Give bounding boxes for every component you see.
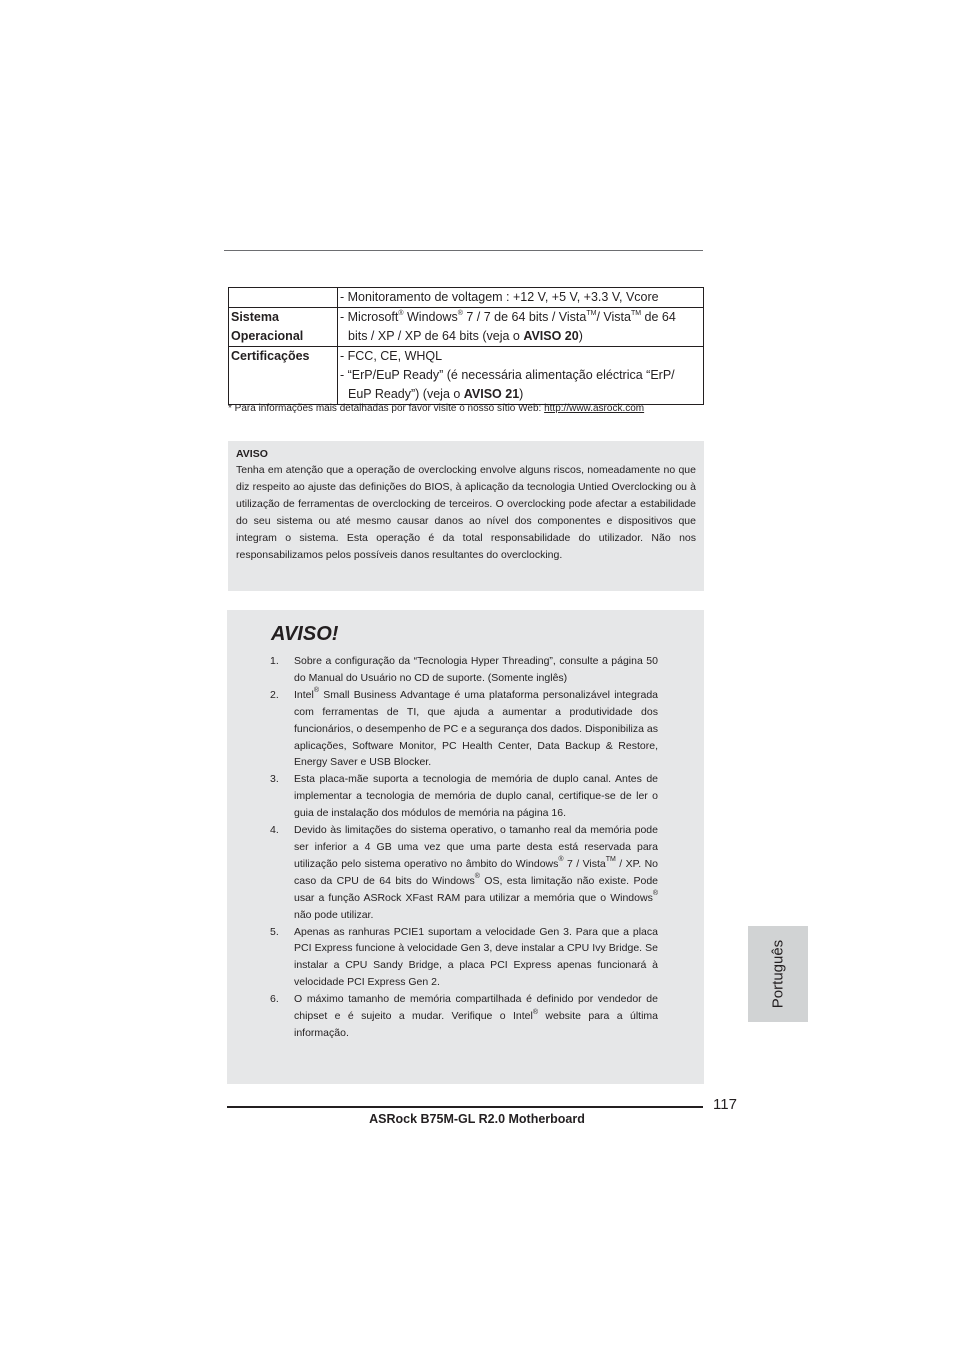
registered-mark: ® [532,1008,539,1016]
page-number: 117 [713,1096,737,1113]
item-number: 6. [270,993,279,1006]
notes-list [270,653,658,1042]
spec-line: - “ErP/EuP Ready” (é necessária alimentação eléctrica “ErP/ [340,368,675,382]
item-text: Small Business Advantage é uma plataforma personalizável integrada com ferramentas de TI, que ajuda a aumentar a produtividade dos funcionários, o desempenho de PC e a segurança dos dados. Disponibiliza as aplicações, Software Monitor, PC Health Center, Data Backup & Restore, Energy Saver e USB Blocker. [294,688,658,769]
text: EuP Ready”) (veja o [348,387,464,401]
registered-mark: ® [313,687,320,695]
spec-line [340,308,701,327]
item-number: 3. [270,773,279,786]
item-text: Apenas as ranhuras PCIE1 suportam a velocidade Gen 3. Para que a placa PCI Express funcione à velocidade Gen 3, deve instalar a CPU Ivy Bridge. Se instalar a CPU Sandy Bridge, a placa PCI Express apenas funcionará à velocidade PCI Express Gen 2. [294,925,658,989]
language-label: Português [769,939,787,1009]
registered-mark: ® [652,890,658,898]
list-item [270,653,658,687]
registered-mark: ® [398,309,404,317]
item-text: O máximo tamanho de memória compartilhada é definido por vendedor de chipset e é sujeito a mudar. Verifique o Intel [294,993,658,1023]
list-item [270,822,658,923]
item-text: Esta placa-mãe suporta a tecnologia de memória de duplo canal. Antes de implementar a tecnologia de memória de duplo canal, certifique-se de ler o guia de instalação dos módulos de memória na página 16. [294,773,658,820]
table-row [229,288,704,308]
notes-title: AVISO! [271,623,339,645]
trademark-mark: TM [586,309,597,317]
spec-label-line: Operacional [231,329,304,343]
list-item [270,687,658,772]
registered-mark: ® [558,856,564,864]
text: / Vista [596,310,631,324]
spec-label-line: Sistema [231,310,279,324]
text: bits / XP / XP de 64 bits (veja o [348,329,524,343]
footer-caption: ASRock B75M-GL R2.0 Motherboard [369,1112,585,1126]
item-text: 7 / Vista [563,857,606,870]
list-item [270,924,658,992]
trademark-mark: TM [605,856,616,864]
spec-line [340,327,701,346]
spec-label-os [229,308,338,347]
text: 7 / 7 de 64 bits / Vista [462,310,587,324]
website-link[interactable]: http://www.asrock.com [544,403,645,414]
item-number: 5. [270,925,279,938]
top-rule [224,250,703,251]
spec-value-cert [338,347,704,405]
item-text: não pode utilizar. [294,908,374,921]
note-reference: AVISO 20 [523,329,579,343]
text: - Microsoft [340,310,399,324]
spec-value: - Monitoramento de voltagem : +12 V, +5 V, +3.3 V, Vcore [338,288,704,308]
spec-line [340,385,701,404]
item-text: Devido às limitações do sistema operativo, o tamanho real da memória pode ser inferior a 4 GB uma vez que uma parte desta está reservada para utilização pelo sistema operativo no âmbito do Windows [294,824,658,870]
item-text: Intel [294,688,314,701]
registered-mark: ® [457,309,463,317]
trademark-mark: TM [630,309,642,317]
text: de 64 [641,310,676,324]
item-text: / XP. No caso da CPU de 64 bits do Windows [294,857,659,887]
table-row [229,347,704,405]
list-item [270,771,658,822]
footnote [228,403,644,414]
spec-label-empty [229,288,338,308]
table-row [229,308,704,347]
note-reference: AVISO 21 [463,387,520,401]
text: ) [578,329,583,343]
item-number: 2. [270,688,279,701]
item-number: 1. [270,655,279,667]
text: Windows [403,310,458,324]
item-text: website para a última informação. [294,1010,659,1039]
caution-title: AVISO [236,448,268,460]
spec-table [228,287,704,405]
item-number: 4. [270,824,279,837]
spec-line: - FCC, CE, WHQL [340,349,443,363]
text: ) [519,387,524,401]
footnote-text: * Para informações mais detalhadas por favor visite o nosso sítio Web: [228,403,545,414]
caution-text: Tenha em atenção que a operação de overclocking envolve alguns riscos, nomeadamente no que diz respeito ao ajuste das definições do BIOS, à aplicação da tecnologia Untied Overclocking ou à utilização de ferramentas de overclocking de terceiros. O overclocking pode afectar a estabilidade do seu sistema ou até mesmo causar danos ao nível dos componentes e dispositivos que integram o sistema. Esta operação é da total responsabilidade do utilizador. Não nos responsabilizamos pelos possíveis danos resultantes do overclocking. [236,464,696,561]
language-tab [748,926,808,1022]
registered-mark: ® [474,873,480,881]
bottom-rule [227,1106,703,1108]
item-text: Sobre a configuração da “Tecnologia Hyper Threading”, consulte a página 50 do Manual do Usuário no CD de suporte. (Somente inglês) [294,655,658,684]
spec-value-os [338,308,704,347]
spec-label-cert: Certificações [229,347,338,405]
item-text: OS, esta limitação não existe. Pode usar a função ASRock XFast RAM para utilizar a memória que o Windows [294,874,658,904]
list-item [270,991,658,1042]
